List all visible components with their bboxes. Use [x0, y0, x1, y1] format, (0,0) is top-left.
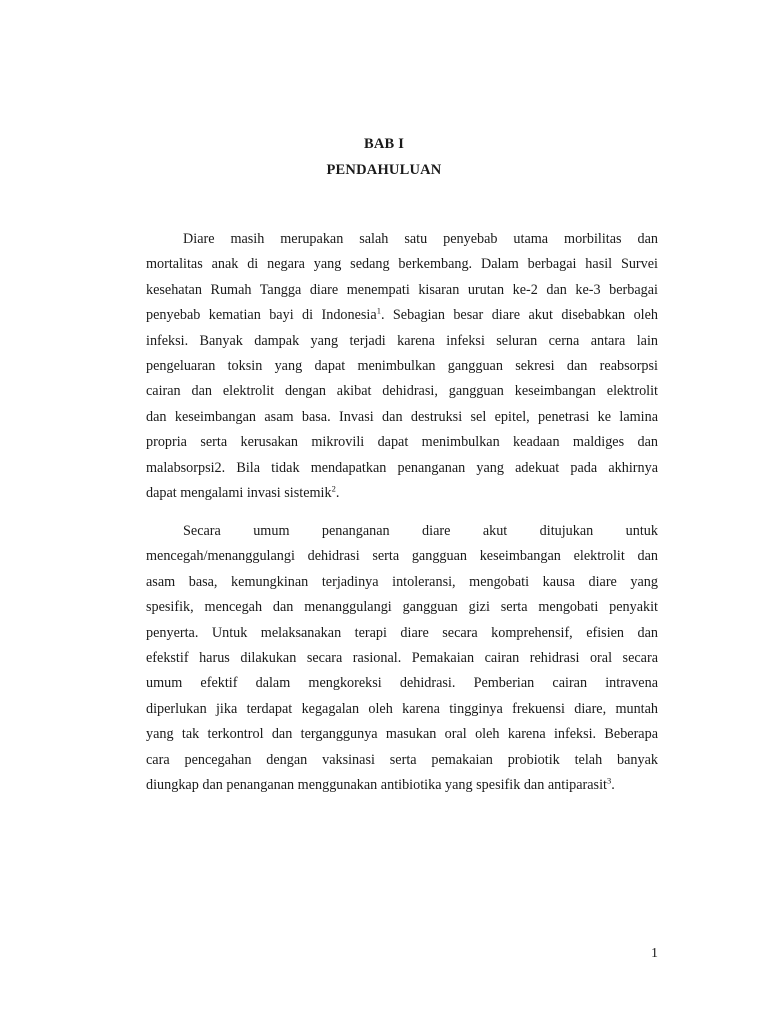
paragraph-line: [146, 773, 658, 798]
paragraph-line: penyerta. Untuk melaksanakan terapi diare secara komprehensif, efisien dan: [146, 624, 658, 641]
citation-superscript: 2: [331, 483, 336, 494]
paragraph-line: [146, 303, 658, 328]
paragraph-line: Secara umum penanganan diare akut ditujukan untuk: [183, 523, 658, 539]
citation-superscript: 1: [376, 305, 381, 316]
page-number: 1: [651, 946, 658, 961]
paragraph-line: umum efektif dalam mengkoreksi dehidrasi. Pemberian cairan intravena: [146, 675, 658, 692]
line-text: . Sebagian besar diare akut disebabkan oleh: [380, 307, 659, 324]
paragraph-line: infeksi. Banyak dampak yang terjadi karena infeksi seluran cerna antara lain: [146, 332, 658, 349]
paragraph-line: cairan dan elektrolit dengan akibat dehidrasi, gangguan keseimbangan elektrolit: [146, 383, 658, 400]
paragraph-line: Diare masih merupakan salah satu penyebab utama morbilitas dan: [183, 231, 658, 247]
line-text: diungkap dan penanganan menggunakan antibiotika yang spesifik dan antiparasit: [146, 776, 607, 793]
chapter-heading: BAB I: [363, 136, 405, 152]
paragraph-line: diperlukan jika terdapat kegagalan oleh karena tingginya frekuensi diare, muntah: [146, 700, 658, 717]
paragraph-line: asam basa, kemungkinan terjadinya intoleransi, mengobati kausa diare yang: [146, 573, 658, 590]
paragraph-line: propria serta kerusakan mikrovili dapat menimbulkan keadaan maldiges dan: [146, 434, 658, 451]
paragraph-line: [146, 481, 658, 506]
paragraph-line: cara pencegahan dengan vaksinasi serta pemakaian probiotik telah banyak: [146, 751, 658, 768]
paragraph-line: spesifik, mencegah dan menanggulangi gangguan gizi serta mengobati penyakit: [146, 599, 658, 616]
paragraph-line: dan keseimbangan asam basa. Invasi dan destruksi sel epitel, penetrasi ke lamina: [146, 408, 658, 425]
line-text: penyebab kematian bayi di Indonesia: [146, 307, 377, 324]
paragraph-line: pengeluaran toksin yang dapat menimbulkan gangguan sekresi dan reabsorpsi: [146, 357, 658, 374]
paragraph-line: malabsorpsi2. Bila tidak mendapatkan penanganan yang adekuat pada akhirnya: [146, 459, 658, 476]
paragraph-2: [146, 519, 658, 798]
paragraph-line: mencegah/menanggulangi dehidrasi serta gangguan keseimbangan elektrolit dan: [146, 548, 658, 565]
citation-superscript: 3: [606, 775, 612, 786]
line-text: dapat mengalami invasi sistemik: [146, 484, 332, 501]
paragraph-1: [146, 227, 658, 506]
paragraph-line: mortalitas anak di negara yang sedang berkembang. Dalam berbagai hasil Survei: [146, 256, 658, 273]
paragraph-line: kesehatan Rumah Tangga diare menempati kisaran urutan ke-2 dan ke-3 berbagai: [146, 281, 658, 298]
line-text: .: [335, 484, 340, 501]
line-text: .: [611, 776, 615, 793]
paragraph-line: yang tak terkontrol dan terganggunya masukan oral oleh karena infeksi. Beberapa: [146, 726, 658, 743]
paragraph-line: efekstif harus dilakukan secara rasional. Pemakaian cairan rehidrasi oral secara: [146, 649, 658, 666]
chapter-title: PENDAHULUAN: [326, 162, 442, 178]
